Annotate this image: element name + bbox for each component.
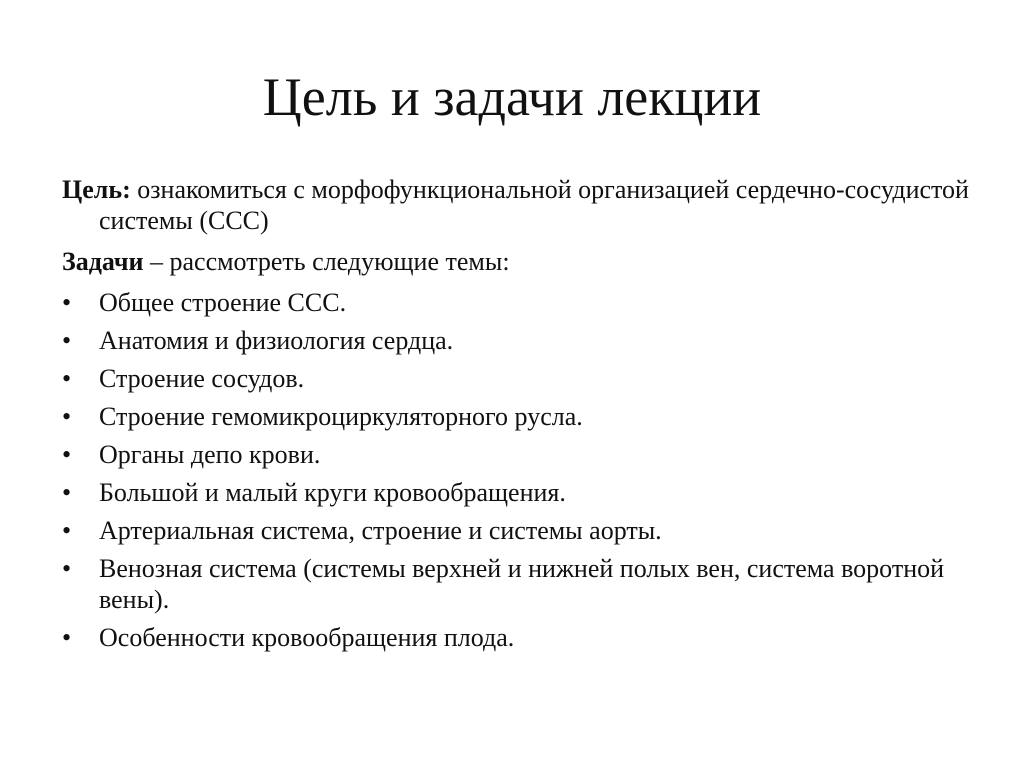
slide-content	[62, 174, 992, 660]
goal-paragraph	[62, 174, 992, 236]
list-item	[62, 477, 992, 508]
bullet-icon: •	[62, 288, 72, 317]
topic-text: Органы депо крови.	[99, 440, 321, 469]
bullet-icon: •	[62, 402, 72, 431]
tasks-paragraph	[62, 246, 992, 277]
slide-title: Цель и задачи лекции	[262, 67, 762, 127]
bullet-icon: •	[62, 326, 72, 355]
topic-text: Особенности кровообращения плода.	[99, 623, 515, 652]
topic-text: Большой и малый круги кровообращения.	[99, 478, 566, 507]
tasks-text: – рассмотреть следующие темы:	[149, 247, 510, 276]
list-item	[62, 363, 992, 394]
list-item	[62, 553, 992, 615]
bullet-icon: •	[62, 440, 72, 469]
bullet-icon: •	[62, 516, 72, 545]
bullet-icon: •	[62, 554, 72, 583]
goal-text: ознакомиться с морфофункциональной организацией сердечно-сосудистой системы (ССС)	[99, 175, 969, 235]
bullet-icon: •	[62, 364, 72, 393]
goal-label: Цель:	[62, 175, 131, 204]
bullet-icon: •	[62, 623, 72, 652]
topic-text: Венозная система (системы верхней и нижней полых вен, система воротной вены).	[99, 554, 945, 614]
topic-text: Строение сосудов.	[99, 364, 305, 393]
bullet-icon: •	[62, 478, 72, 507]
topics-list	[62, 287, 992, 653]
tasks-label: Задачи	[62, 247, 144, 276]
list-item	[62, 325, 992, 356]
topic-text: Артериальная система, строение и системы аорты.	[99, 516, 662, 545]
list-item	[62, 439, 992, 470]
list-item	[62, 622, 992, 653]
list-item	[62, 287, 992, 318]
topic-text: Общее строение ССС.	[99, 288, 347, 317]
topic-text: Строение гемомикроциркуляторного русла.	[99, 402, 583, 431]
list-item	[62, 515, 992, 546]
topic-text: Анатомия и физиология сердца.	[99, 326, 454, 355]
list-item	[62, 401, 992, 432]
